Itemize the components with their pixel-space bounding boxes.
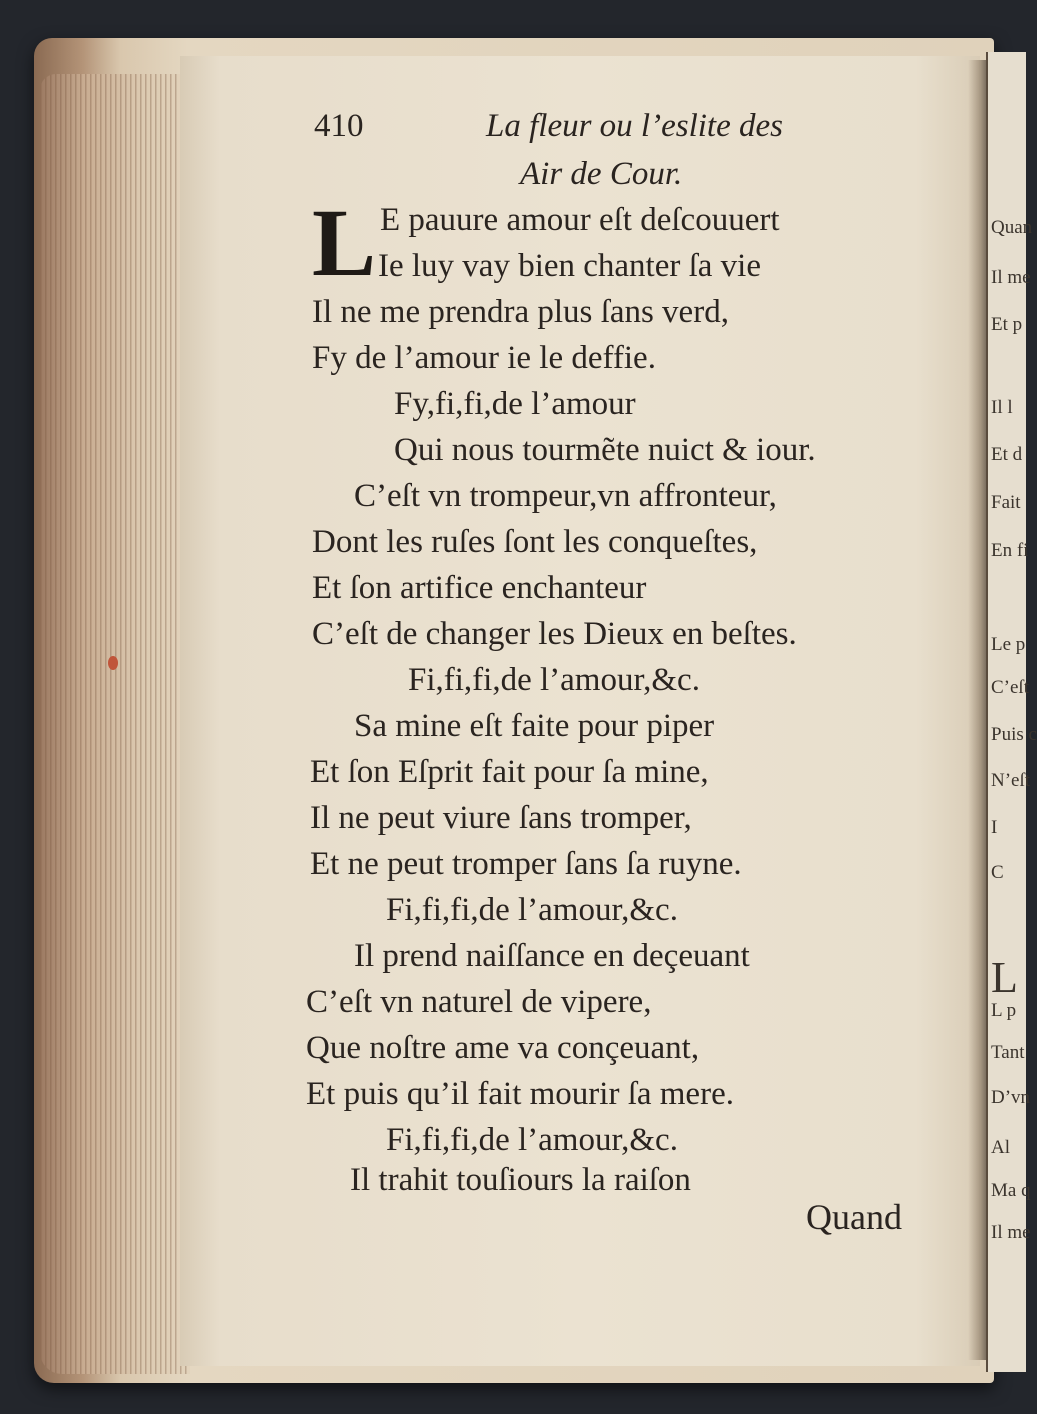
verse-line: C’eſt vn naturel de vipere, xyxy=(306,984,652,1020)
refrain-line: Fi,fi,fi,de l’amour,&c. xyxy=(386,1122,678,1158)
verse-line: Et ſon Eſprit fait pour ſa mine, xyxy=(310,754,709,790)
facing-fragment: L xyxy=(991,953,1018,1002)
facing-fragment: Et d xyxy=(991,444,1023,465)
facing-fragment: Al xyxy=(991,1137,1010,1158)
running-title-continued: Air de Cour. xyxy=(520,156,683,192)
red-stain xyxy=(108,656,118,670)
refrain-line: Fi,fi,fi,de l’amour,&c. xyxy=(386,892,678,928)
refrain-line: Fi,fi,fi,de l’amour,&c. xyxy=(408,662,700,698)
facing-fragment: Puis c xyxy=(991,724,1037,745)
verse-line: Sa mine eſt faite pour piper xyxy=(354,708,715,744)
facing-fragment: Il me xyxy=(991,1222,1031,1243)
facing-page-edge xyxy=(986,52,1037,1372)
verse-line: C’eſt de changer les Dieux en beſtes. xyxy=(312,616,797,652)
verse-line: Et puis qu’il fait mourir ſa mere. xyxy=(306,1076,734,1112)
drop-capital: L xyxy=(312,189,377,296)
facing-fragment: Tant xyxy=(991,1042,1025,1063)
verse-line: Fy de l’amour ie le deffie. xyxy=(312,340,656,376)
verse-line: Dont les ruſes ſont les conqueſtes, xyxy=(312,524,758,560)
facing-fragment: Quan xyxy=(991,217,1033,238)
facing-fragment: Il me xyxy=(991,267,1031,288)
refrain-line: Qui nous tourmẽte nuict & iour. xyxy=(394,432,816,468)
verse-line: Il ne peut viure ſans tromper, xyxy=(310,800,692,836)
facing-fragment: Le p xyxy=(991,634,1026,655)
facing-fragment: C’eſt xyxy=(991,677,1029,698)
verse-line: Et ſon artifice enchanteur xyxy=(312,570,647,606)
facing-fragment: L p xyxy=(991,1000,1017,1021)
verse-line: E pauure amour eſt deſcouuert xyxy=(380,202,780,238)
refrain-line: Fy,fi,fi,de l’amour xyxy=(394,386,636,422)
facing-fragment: Ma q xyxy=(991,1180,1031,1201)
facing-fragment: Et p xyxy=(991,314,1023,335)
facing-fragment: En fi xyxy=(991,540,1029,561)
page-header xyxy=(314,108,934,198)
facing-fragment: C xyxy=(991,862,1004,883)
verse-line: Il trahit touſiours la raiſon xyxy=(350,1162,691,1198)
facing-fragment: Il l xyxy=(991,397,1013,418)
verse-line: Et ne peut tromper ſans ſa ruyne. xyxy=(310,846,742,882)
facing-fragment: D’vn xyxy=(991,1087,1031,1108)
verse-line: Ie luy vay bien chanter ſa vie xyxy=(378,248,761,284)
page-number: 410 xyxy=(314,108,364,144)
catchword: Quand xyxy=(806,1197,902,1237)
verse-line: Il prend naiſſance en deçeuant xyxy=(354,938,750,974)
page-edges xyxy=(40,74,190,1374)
verse-line: Que noſtre ame va conçeuant, xyxy=(306,1030,700,1066)
facing-fragment: I xyxy=(991,817,998,838)
verse-line: C’eſt vn trompeur,vn affronteur, xyxy=(354,478,777,514)
verse-line: Il ne me prendra plus ſans verd, xyxy=(312,294,729,330)
facing-fragment: Fait xyxy=(991,492,1021,513)
facing-fragment: N’eſt xyxy=(991,770,1031,791)
running-title: La fleur ou l’eslite des xyxy=(486,108,783,144)
